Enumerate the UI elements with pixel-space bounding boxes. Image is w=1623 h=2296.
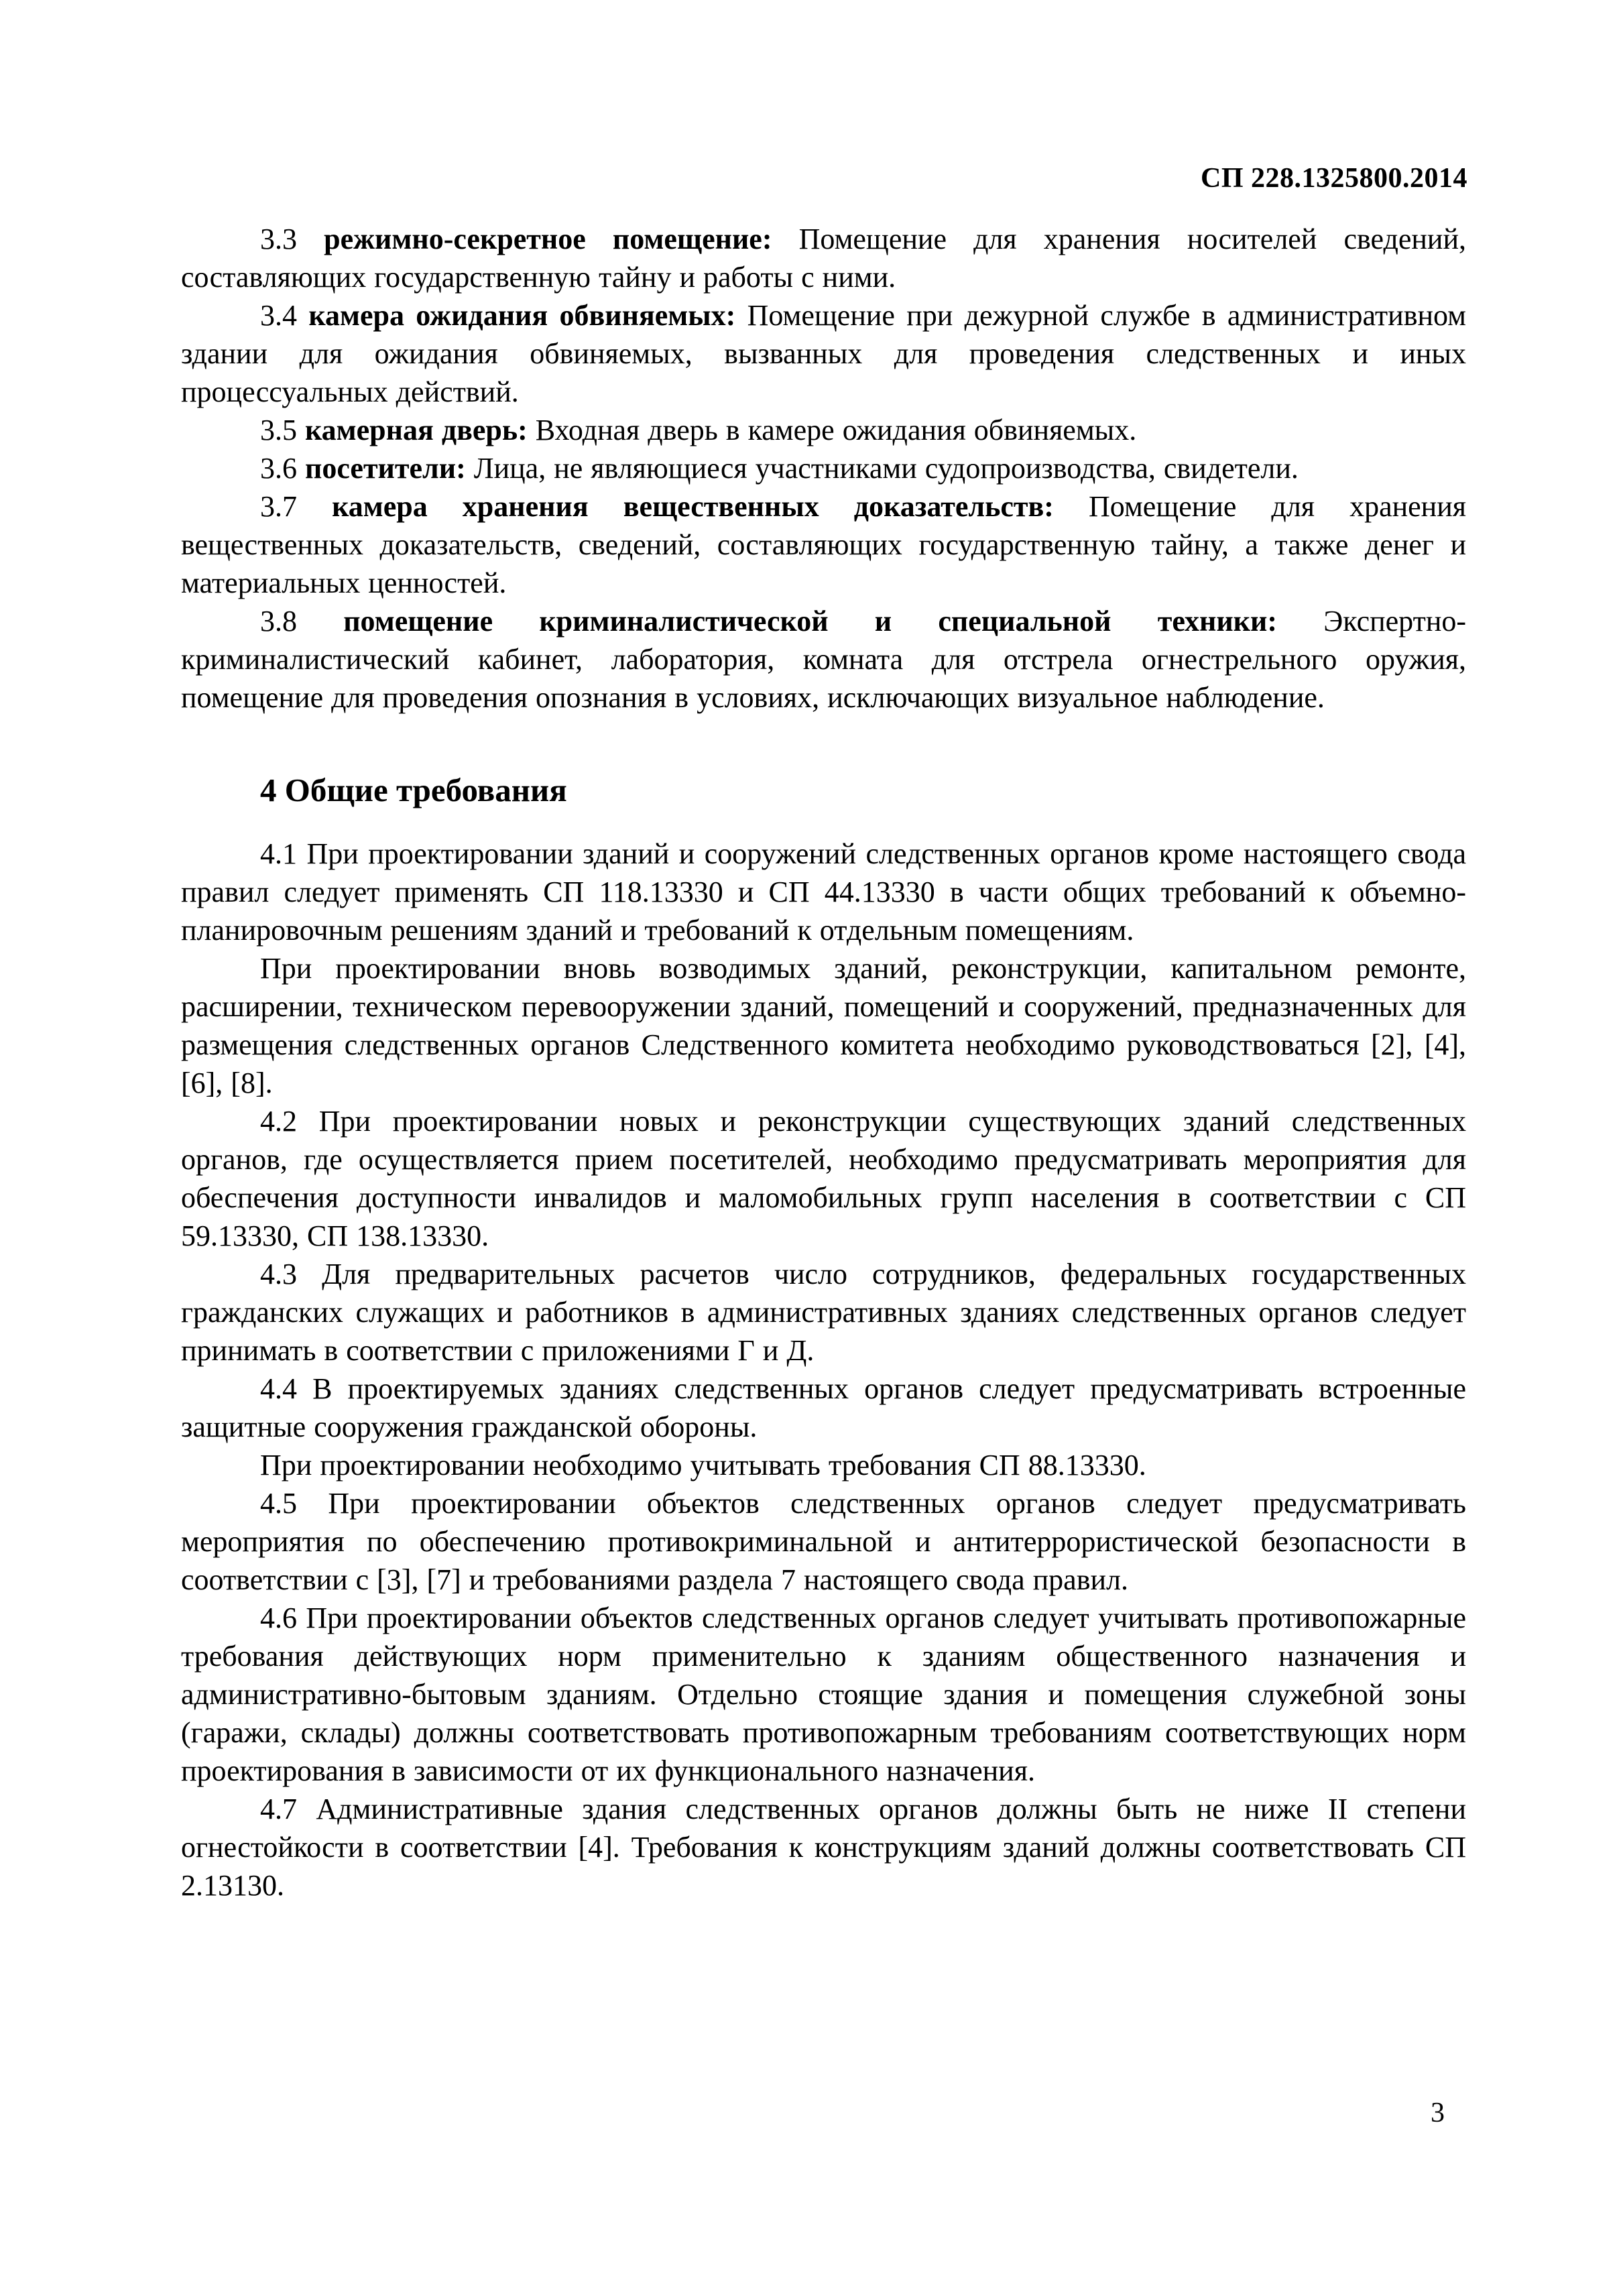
clause-4-1 (181, 835, 1466, 949)
clause-number: 4.3 (260, 1258, 297, 1290)
term-label: камера хранения вещественных доказательств: (332, 490, 1054, 523)
definition-item-3-7 (181, 487, 1466, 602)
clause-4-6 (181, 1599, 1466, 1790)
clause-4-5 (181, 1484, 1466, 1599)
clause-text: Административные здания следственных органов должны быть не ниже II степени огнестойкости в соответствии [4]. Требования к конструкциям зданий должны соответствовать СП 2.13130. (181, 1793, 1467, 1902)
term-definition: Помещение при дежурной службе в административном здании для ожидания обвиняемых, вызванных для проведения следственных и иных процессуальных действий. (181, 299, 1467, 408)
clause-4-2 (181, 1102, 1466, 1255)
doc-code-header: СП 228.1325800.2014 (1201, 163, 1467, 194)
clause-text: В проектируемых зданиях следственных органов следует предусматривать встроенные защитные сооружения гражданской обороны. (181, 1372, 1466, 1443)
clause-text: При проектировании объектов следственных органов следует учитывать противопожарные требования действующих норм применительно к зданиям общественного назначения и административно-бытовым зданиям. Отдельно стоящие здания и помещения служебной зоны (гаражи, склады) должны соответствовать противопожарным требованиям соответствующих норм проектирования в зависимости от их функционального назначения. (181, 1602, 1467, 1787)
term-label: режимно-секретное помещение: (324, 223, 772, 255)
clause-number: 3.3 (260, 223, 297, 255)
term-definition: Помещение для хранения вещественных доказательств, сведений, составляющих государственную тайну, а также денег и материальных ценностей. (181, 490, 1467, 599)
term-label: камера ожидания обвиняемых: (308, 299, 736, 332)
clause-text: При проектировании зданий и сооружений следственных органов кроме настоящего свода правил следует применять СП 118.13330 и СП 44.13330 в части общих требований к объемно-планировочным решениям зданий и требований к отдельным помещениям. (181, 837, 1467, 947)
clause-text: При проектировании объектов следственных органов следует предусматривать мероприятия по обеспечению противокриминальной и антитеррористической безопасности в соответствии с [3], [7] и требованиями раздела 7 настоящего свода правил. (181, 1487, 1466, 1596)
clause-number: 3.7 (260, 490, 297, 523)
definition-item-3-4 (181, 296, 1466, 411)
clause-number: 3.5 (260, 414, 297, 446)
clause-text: Для предварительных расчетов число сотрудников, федеральных государственных гражданских служащих и работников в административных зданиях следственных органов следует принимать в соответствии с приложениями Г и Д. (181, 1258, 1466, 1367)
term-definition: Входная дверь в камере ожидания обвиняемых. (535, 414, 1137, 446)
clause-number: 3.6 (260, 452, 297, 485)
term-definition: Экспертно-криминалистический кабинет, лаборатория, комната для отстрела огнестрельного оружия, помещение для проведения опознания в условиях, исключающих визуальное наблюдение. (181, 605, 1467, 714)
clause-4-4 (181, 1370, 1466, 1446)
clause-number: 3.4 (260, 299, 297, 332)
term-definition: Помещение для хранения носителей сведений, составляющих государственную тайну и работы с ними. (181, 223, 1467, 294)
clause-4-7 (181, 1790, 1466, 1905)
clause-text: При проектировании необходимо учитывать требования СП 88.13330. (260, 1449, 1146, 1482)
definition-item-3-3 (181, 220, 1466, 296)
clause-text: При проектировании вновь возводимых зданий, реконструкции, капитальном ремонте, расширении, техническом перевооружении зданий, помещений и сооружений, предназначенных для размещения следственных органов Следственного комитета необходимо руководствоваться [2], [4], [6], [8]. (181, 952, 1466, 1099)
clause-number: 4.1 (260, 837, 297, 870)
clause-number: 4.6 (260, 1602, 297, 1634)
section-heading-general-requirements: 4 Общие требования (260, 772, 567, 808)
definition-item-3-5 (181, 411, 1466, 449)
page-content (181, 220, 1466, 1905)
clause-number: 4.5 (260, 1487, 297, 1520)
clause-4-1-continuation (181, 949, 1466, 1102)
clause-text: При проектировании новых и реконструкции существующих зданий следственных органов, где осуществляется прием посетителей, необходимо предусматривать мероприятия для обеспечения доступности инвалидов и маломобильных групп населения в соответствии с СП 59.13330, СП 138.13330. (181, 1105, 1467, 1252)
clause-number: 3.8 (260, 605, 297, 638)
clause-number: 4.7 (260, 1793, 297, 1825)
clause-number: 4.2 (260, 1105, 297, 1138)
term-label: посетители: (305, 452, 466, 485)
term-definition: Лица, не являющиеся участниками судопроизводства, свидетели. (473, 452, 1299, 485)
term-label: помещение криминалистической и специальной техники: (343, 605, 1278, 638)
clause-4-4-continuation (181, 1446, 1466, 1484)
term-label: камерная дверь: (305, 414, 528, 446)
page-number: 3 (1431, 2098, 1445, 2128)
definition-item-3-6 (181, 449, 1466, 487)
definition-item-3-8 (181, 602, 1466, 717)
clause-4-3 (181, 1255, 1466, 1370)
clause-number: 4.4 (260, 1372, 297, 1405)
